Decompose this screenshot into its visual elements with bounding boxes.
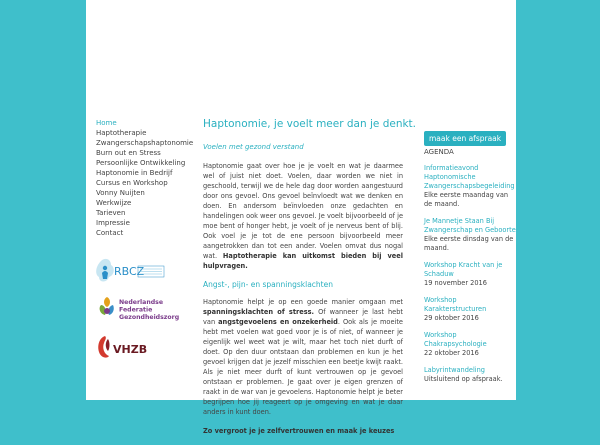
page-title: Haptonomie, je voelt meer dan je denkt.: [203, 118, 417, 130]
nav-item-persoonlijke-ontwikkeling[interactable]: Persoonlijke Ontwikkeling: [96, 159, 186, 167]
rbcz-logo-graphic: [95, 255, 167, 291]
main-nav: [96, 118, 194, 238]
angst-paragraph: [203, 297, 403, 417]
agenda-sidebar: [424, 126, 516, 392]
angst-text-3: . Ook als je moeite hebt met voelen wat goed voor je is of niet, of wanneer je eigenlijk wel weet wat je wilt, maar het toch niet durft of doet. Op den duur ontstaan dan problemen en kun je het gevoel krijgen dat je jezelf misschien een beetje kwijt raakt. Als je niet meer durft of kunt vertrouwen op je gevoel ontstaan er problemen. Je gaat over je eigen grenzen of raakt in de war van je gevoelens. Haptonomie helpt je beter begrijpen hoe jij reageert op je omgeving en wat je daar anders in kunt doen.: [203, 318, 403, 416]
nav-item-home[interactable]: Home: [96, 119, 117, 127]
vhzb-wordmark: VHZB: [113, 343, 148, 356]
angst-bold-2: angstgevoelens en onzekerheid: [218, 318, 338, 326]
nav-item-zwangerschapshaptonomie[interactable]: Zwangerschapshaptonomie: [96, 139, 194, 147]
agenda-item: [424, 164, 516, 209]
nfg-line3: Gezondheidszorg: [119, 314, 180, 321]
agenda-item-date: 29 oktober 2016: [424, 314, 479, 322]
agenda-item: [424, 296, 516, 323]
agenda-item-date: 19 november 2016: [424, 279, 487, 287]
nfg-line1: Nederlandse: [119, 299, 164, 306]
nav-item-vonny-nuijten[interactable]: Vonny Nuijten: [96, 189, 145, 197]
nav-item-burn-out[interactable]: Burn out en Stress: [96, 149, 161, 157]
section-heading-angst: Angst-, pijn- en spanningsklachten: [203, 280, 333, 289]
closing-bold-paragraph: Zo vergroot je je zelfvertrouwen en maak je keuzes: [203, 427, 395, 435]
vhzb-logo-graphic: [95, 332, 155, 362]
nav-item-haptotherapie[interactable]: Haptotherapie: [96, 129, 147, 137]
page-subtitle: Voelen met gezond verstand: [203, 143, 304, 151]
nav-item-tarieven[interactable]: Tarieven: [96, 209, 126, 217]
angst-text-1: Haptonomie helpt je op een goede manier omgaan met: [203, 298, 403, 306]
agenda-item-date: 22 oktober 2016: [424, 349, 479, 357]
agenda-item-date: Elke eerste maandag van de maand.: [424, 191, 509, 208]
agenda-item-title[interactable]: Workshop Kracht van je Schaduw: [424, 261, 503, 278]
page-content: [86, 0, 516, 435]
nfg-line2: Federatie: [119, 306, 153, 314]
main-content: [203, 118, 417, 445]
intro-text: Haptonomie gaat over hoe je je voelt en wat je daarmee wel of juist niet doet. Voelen, daar worden we niet in geschoold, terwijl we de hele dag door worden aangestuurd door ons gevoel. Ons gevoel beïnvloedt wat we denken en doen. En andersom beïnvloeden onze gedachten en handelingen ook weer ons gevoel. Je voelt bijvoorbeeld of je moe bent of honger hebt, je voelt of je nerveus bent of blij. Ook voel je je tot de ene persoon bijvoorbeeld meer aangetrokken dan tot een ander. Voelen omvat dus nogal wat.: [203, 162, 403, 260]
agenda-item-date: Elke eerste dinsdag van de maand.: [424, 235, 514, 252]
intro-bold-text: Haptotherapie kan uitkomst bieden bij veel hulpvragen.: [203, 252, 403, 270]
nav-item-cursus-workshop[interactable]: Cursus en Workshop: [96, 179, 168, 187]
agenda-item-title[interactable]: Labyrintwandeling: [424, 366, 485, 374]
agenda-item-date: Uitsluitend op afspraak.: [424, 375, 503, 383]
nav-item-contact[interactable]: Contact: [96, 229, 124, 237]
agenda-item: [424, 261, 516, 288]
agenda-item: [424, 331, 516, 358]
intro-paragraph: [203, 161, 403, 271]
nfg-logo-graphic: [95, 293, 185, 327]
agenda-item-title[interactable]: Workshop Karakterstructuren: [424, 296, 487, 313]
nav-item-impressie[interactable]: Impressie: [96, 219, 130, 227]
nfg-logo[interactable]: [95, 293, 185, 327]
agenda-item-title[interactable]: Informatieavond Haptonomische Zwangerschapsbegeleiding: [424, 164, 515, 190]
angst-bold-1: spanningsklachten of stress.: [203, 308, 315, 316]
agenda-item: [424, 217, 516, 253]
agenda-heading: AGENDA: [424, 148, 454, 156]
agenda-item: [424, 366, 516, 384]
make-appointment-button[interactable]: maak een afspraak: [424, 131, 506, 146]
angst-text-2: Of wanneer je last hebt van: [203, 308, 403, 326]
rbcz-wordmark: RBCZ: [114, 265, 145, 278]
rbcz-logo[interactable]: [95, 255, 167, 291]
nav-item-werkwijze[interactable]: Werkwijze: [96, 199, 132, 207]
agenda-item-title[interactable]: Je Mannetje Staan Bij Zwangerschap en Geboorte: [424, 217, 516, 234]
vhzb-logo[interactable]: [95, 332, 155, 362]
nav-item-haptonomie-in-bedrijf[interactable]: Haptonomie in Bedrijf: [96, 169, 173, 177]
agenda-item-title[interactable]: Workshop Chakrapsychologie: [424, 331, 487, 348]
